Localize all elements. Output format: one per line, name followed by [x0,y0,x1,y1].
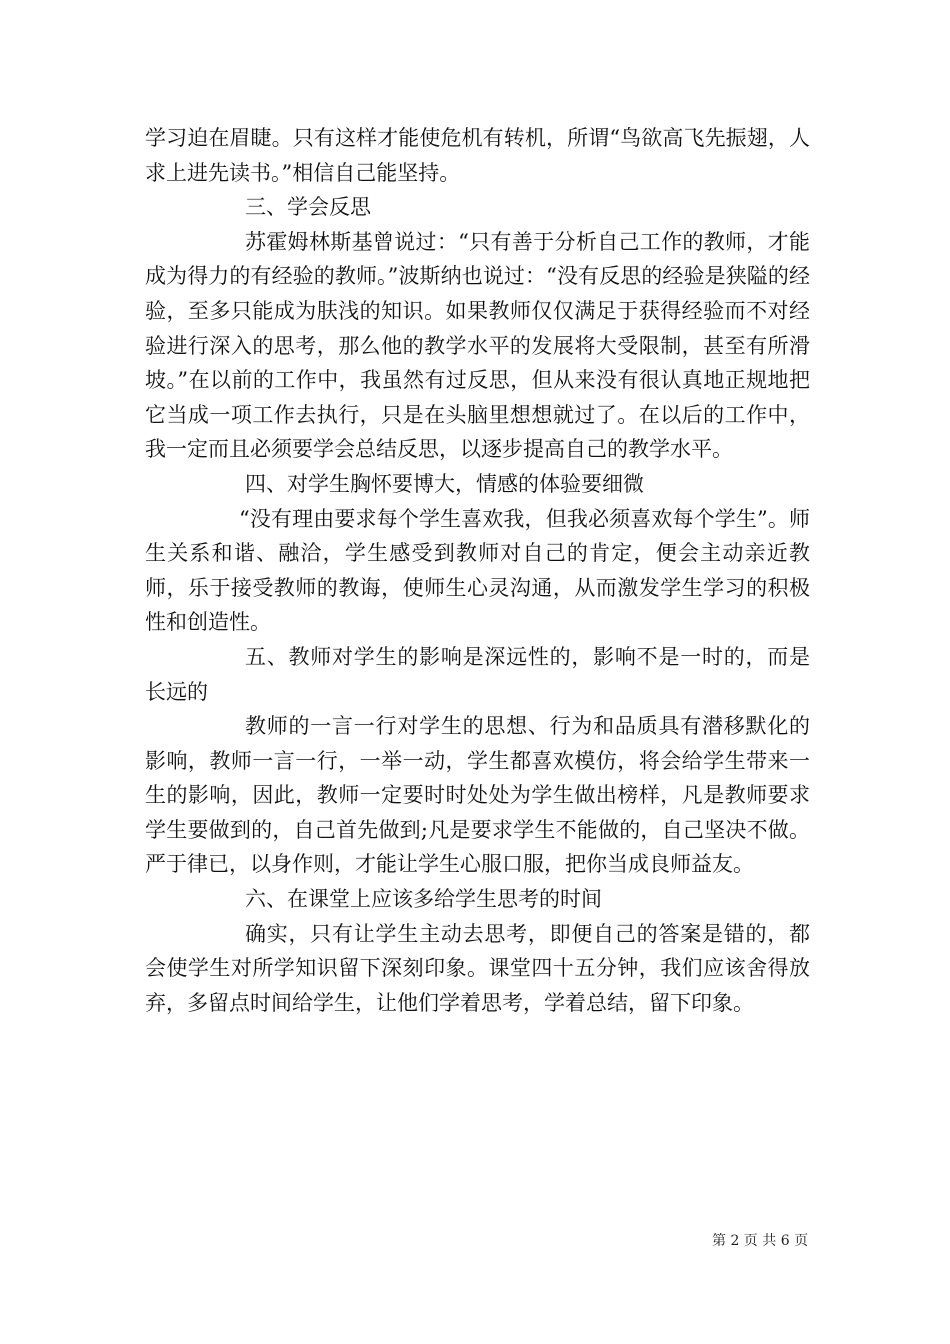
section-heading-6: 六、在课堂上应该多给学生思考的时间 [245,887,602,912]
section-heading-4: 四、对学生胸怀要博大，情感的体验要细微 [245,471,644,496]
document-body [145,121,810,1020]
paragraph-thinking-time: 确实，只有让学生主动去思考，即便自己的答案是错的，都会使学生对所学知识留下深刻印象。课堂四十五分钟，我们应该舍得放弃，多留点时间给学生，让他们学着思考，学着总结，留下印象。 [145,921,810,1015]
paragraph-role-model: 教师的一言一行对学生的思想、行为和品质具有潜移默化的影响，教师一言一行，一举一动，学生都喜欢模仿，将会给学生带来一生的影响，因此，教师一定要时时处处为学生做出榜样，凡是教师要求学生要做到的，自己首先做到;凡是要求学生不能做的，自己坚决不做。严于律已，以身作则，才能让学生心服口服，把你当成良师益友。 [145,714,810,877]
page-number-footer: 第 2 页 共 6 页 [712,1233,809,1249]
paragraph-continuation: 学习迫在眉睫。只有这样才能使危机有转机，所谓“鸟欲高飞先振翅，人求上进先读书。”相信自己能坚持。 [145,126,810,185]
section-heading-5: 五、教师对学生的影响是深远性的，影响不是一时的，而是长远的 [145,644,810,704]
paragraph-reflection: 苏霍姆林斯基曾说过：“只有善于分析自己工作的教师，才能成为得力的有经验的教师。”波斯纳也说过：“没有反思的经验是狭隘的经验，至多只能成为肤浅的知识。如果教师仅仅满足于获得经验而不对经验进行深入的思考，那么他的教学水平的发展将大受限制，甚至有所滑坡。”在以前的工作中，我虽然有过反思，但从来没有很认真地正规地把它当成一项工作去执行，只是在头脑里想想就过了。在以后的工作中，我一定而且必须要学会总结反思，以逐步提高自己的教学水平。 [145,229,810,462]
section-heading-3: 三、学会反思 [245,195,371,220]
paragraph-care-students: “没有理由要求每个学生喜欢我，但我必须喜欢每个学生”。师生关系和谐、融洽，学生感受到教师对自己的肯定，便会主动亲近教师，乐于接受教师的教诲，使师生心灵沟通，从而激发学生学习的积极性和创造性。 [145,506,810,635]
